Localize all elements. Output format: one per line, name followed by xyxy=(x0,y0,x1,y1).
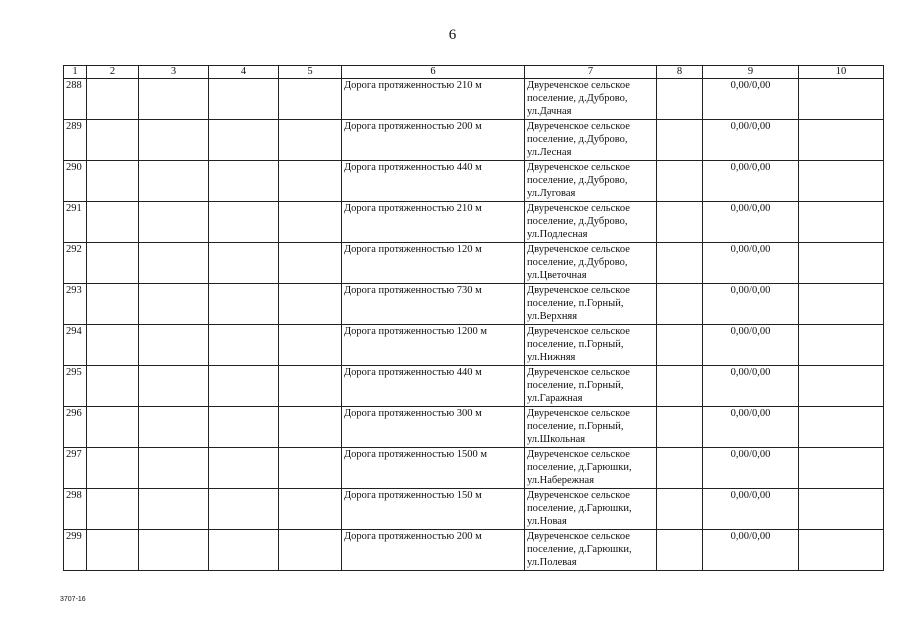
empty-cell xyxy=(87,79,139,120)
empty-cell xyxy=(139,489,209,530)
empty-cell xyxy=(209,530,279,571)
table-row xyxy=(64,284,884,325)
location-line: поселение, п.Горный, xyxy=(527,380,624,391)
row-number-cell: 298 xyxy=(64,489,87,530)
table-row xyxy=(64,489,884,530)
location-line: Двуреченское сельское xyxy=(527,285,630,296)
empty-cell xyxy=(139,366,209,407)
location-line: ул.Луговая xyxy=(527,188,576,199)
empty-cell xyxy=(209,243,279,284)
object-name-cell: Дорога протяженностью 1200 м xyxy=(342,325,525,366)
empty-cell xyxy=(279,202,342,243)
location-line: поселение, д.Дуброво, xyxy=(527,216,628,227)
row-number-cell: 290 xyxy=(64,161,87,202)
location-cell xyxy=(525,530,657,571)
object-name-cell: Дорога протяженностью 120 м xyxy=(342,243,525,284)
column-header: 7 xyxy=(525,66,657,79)
empty-cell xyxy=(657,202,703,243)
row-number-cell: 295 xyxy=(64,366,87,407)
empty-cell xyxy=(799,284,884,325)
table-row xyxy=(64,407,884,448)
empty-cell xyxy=(279,530,342,571)
object-name-cell: Дорога протяженностью 1500 м xyxy=(342,448,525,489)
empty-cell xyxy=(279,407,342,448)
location-line: Двуреченское сельское xyxy=(527,80,630,91)
empty-cell xyxy=(139,325,209,366)
location-line: поселение, д.Дуброво, xyxy=(527,93,628,104)
row-number-cell: 299 xyxy=(64,530,87,571)
location-line: поселение, д.Гарюшки, xyxy=(527,544,632,555)
table-row xyxy=(64,448,884,489)
column-header: 6 xyxy=(342,66,525,79)
column-header: 2 xyxy=(87,66,139,79)
value-cell: 0,00/0,00 xyxy=(703,407,799,448)
value-cell: 0,00/0,00 xyxy=(703,243,799,284)
empty-cell xyxy=(209,366,279,407)
empty-cell xyxy=(87,325,139,366)
location-line: поселение, д.Гарюшки, xyxy=(527,503,632,514)
location-cell xyxy=(525,79,657,120)
object-name-cell: Дорога протяженностью 300 м xyxy=(342,407,525,448)
row-number-cell: 291 xyxy=(64,202,87,243)
empty-cell xyxy=(139,79,209,120)
location-line: Двуреченское сельское xyxy=(527,326,630,337)
location-line: Двуреченское сельское xyxy=(527,203,630,214)
location-line: Двуреченское сельское xyxy=(527,408,630,419)
table-row xyxy=(64,161,884,202)
column-header: 5 xyxy=(279,66,342,79)
table-row xyxy=(64,120,884,161)
empty-cell xyxy=(87,489,139,530)
location-line: Двуреченское сельское xyxy=(527,121,630,132)
empty-cell xyxy=(87,120,139,161)
location-line: ул.Дачная xyxy=(527,106,572,117)
location-line: ул.Верхняя xyxy=(527,311,578,322)
empty-cell xyxy=(279,366,342,407)
value-cell: 0,00/0,00 xyxy=(703,366,799,407)
empty-cell xyxy=(87,284,139,325)
empty-cell xyxy=(279,489,342,530)
location-line: ул.Лесная xyxy=(527,147,572,158)
table-row xyxy=(64,243,884,284)
row-number-cell: 292 xyxy=(64,243,87,284)
empty-cell xyxy=(799,120,884,161)
empty-cell xyxy=(139,407,209,448)
object-name-cell: Дорога протяженностью 210 м xyxy=(342,202,525,243)
location-line: Двуреченское сельское xyxy=(527,162,630,173)
empty-cell xyxy=(279,284,342,325)
empty-cell xyxy=(657,325,703,366)
location-cell xyxy=(525,489,657,530)
table-row xyxy=(64,202,884,243)
empty-cell xyxy=(279,120,342,161)
empty-cell xyxy=(209,448,279,489)
location-line: ул.Полевая xyxy=(527,557,577,568)
empty-cell xyxy=(87,202,139,243)
page-number: 6 xyxy=(448,27,457,43)
location-line: поселение, п.Горный, xyxy=(527,339,624,350)
value-cell: 0,00/0,00 xyxy=(703,325,799,366)
empty-cell xyxy=(799,366,884,407)
empty-cell xyxy=(799,407,884,448)
object-name-cell: Дорога протяженностью 200 м xyxy=(342,120,525,161)
empty-cell xyxy=(139,161,209,202)
location-line: ул.Школьная xyxy=(527,434,586,445)
location-line: Двуреченское сельское xyxy=(527,531,630,542)
empty-cell xyxy=(799,161,884,202)
empty-cell xyxy=(209,79,279,120)
row-number-cell: 294 xyxy=(64,325,87,366)
empty-cell xyxy=(799,448,884,489)
road-registry-table xyxy=(63,65,884,571)
empty-cell xyxy=(139,243,209,284)
value-cell: 0,00/0,00 xyxy=(703,120,799,161)
empty-cell xyxy=(279,243,342,284)
object-name-cell: Дорога протяженностью 210 м xyxy=(342,79,525,120)
empty-cell xyxy=(209,120,279,161)
location-line: ул.Цветочная xyxy=(527,270,587,281)
column-header: 4 xyxy=(209,66,279,79)
location-cell xyxy=(525,407,657,448)
empty-cell xyxy=(657,448,703,489)
location-line: Двуреченское сельское xyxy=(527,449,630,460)
row-number-cell: 288 xyxy=(64,79,87,120)
column-header: 8 xyxy=(657,66,703,79)
empty-cell xyxy=(657,120,703,161)
location-cell xyxy=(525,284,657,325)
row-number-cell: 289 xyxy=(64,120,87,161)
location-line: поселение, д.Гарюшки, xyxy=(527,462,632,473)
location-line: Двуреченское сельское xyxy=(527,244,630,255)
empty-cell xyxy=(139,448,209,489)
empty-cell xyxy=(799,489,884,530)
empty-cell xyxy=(139,202,209,243)
empty-cell xyxy=(279,448,342,489)
empty-cell xyxy=(279,325,342,366)
column-header: 9 xyxy=(703,66,799,79)
empty-cell xyxy=(87,530,139,571)
empty-cell xyxy=(657,161,703,202)
empty-cell xyxy=(87,407,139,448)
column-number-row xyxy=(64,66,884,79)
location-line: ул.Нижняя xyxy=(527,352,576,363)
location-cell xyxy=(525,161,657,202)
empty-cell xyxy=(657,79,703,120)
empty-cell xyxy=(657,366,703,407)
location-line: поселение, д.Дуброво, xyxy=(527,257,628,268)
empty-cell xyxy=(279,161,342,202)
empty-cell xyxy=(657,489,703,530)
empty-cell xyxy=(799,79,884,120)
location-line: поселение, п.Горный, xyxy=(527,421,624,432)
value-cell: 0,00/0,00 xyxy=(703,530,799,571)
empty-cell xyxy=(799,530,884,571)
empty-cell xyxy=(657,284,703,325)
column-header: 1 xyxy=(64,66,87,79)
empty-cell xyxy=(87,366,139,407)
value-cell: 0,00/0,00 xyxy=(703,202,799,243)
object-name-cell: Дорога протяженностью 440 м xyxy=(342,366,525,407)
empty-cell xyxy=(209,325,279,366)
document-code: 3707-16 xyxy=(60,596,86,603)
location-cell xyxy=(525,243,657,284)
location-cell xyxy=(525,202,657,243)
empty-cell xyxy=(657,530,703,571)
location-cell xyxy=(525,448,657,489)
empty-cell xyxy=(657,243,703,284)
location-line: Двуреченское сельское xyxy=(527,490,630,501)
value-cell: 0,00/0,00 xyxy=(703,284,799,325)
location-line: поселение, д.Дуброво, xyxy=(527,134,628,145)
empty-cell xyxy=(139,120,209,161)
location-line: ул.Гаражная xyxy=(527,393,583,404)
value-cell: 0,00/0,00 xyxy=(703,161,799,202)
value-cell: 0,00/0,00 xyxy=(703,448,799,489)
empty-cell xyxy=(209,161,279,202)
location-cell xyxy=(525,325,657,366)
location-line: поселение, п.Горный, xyxy=(527,298,624,309)
value-cell: 0,00/0,00 xyxy=(703,489,799,530)
empty-cell xyxy=(209,407,279,448)
table-row xyxy=(64,325,884,366)
location-line: ул.Новая xyxy=(527,516,567,527)
location-cell xyxy=(525,366,657,407)
location-cell xyxy=(525,120,657,161)
empty-cell xyxy=(139,530,209,571)
table-row xyxy=(64,79,884,120)
location-line: ул.Подлесная xyxy=(527,229,588,240)
empty-cell xyxy=(799,243,884,284)
row-number-cell: 293 xyxy=(64,284,87,325)
empty-cell xyxy=(209,284,279,325)
object-name-cell: Дорога протяженностью 440 м xyxy=(342,161,525,202)
empty-cell xyxy=(87,161,139,202)
location-line: Двуреченское сельское xyxy=(527,367,630,378)
location-line: ул.Набережная xyxy=(527,475,595,486)
table-row xyxy=(64,366,884,407)
column-header: 3 xyxy=(139,66,209,79)
row-number-cell: 296 xyxy=(64,407,87,448)
value-cell: 0,00/0,00 xyxy=(703,79,799,120)
object-name-cell: Дорога протяженностью 730 м xyxy=(342,284,525,325)
empty-cell xyxy=(279,79,342,120)
empty-cell xyxy=(139,284,209,325)
empty-cell xyxy=(209,489,279,530)
location-line: поселение, д.Дуброво, xyxy=(527,175,628,186)
column-header: 10 xyxy=(799,66,884,79)
empty-cell xyxy=(87,448,139,489)
row-number-cell: 297 xyxy=(64,448,87,489)
object-name-cell: Дорога протяженностью 200 м xyxy=(342,530,525,571)
object-name-cell: Дорога протяженностью 150 м xyxy=(342,489,525,530)
empty-cell xyxy=(657,407,703,448)
empty-cell xyxy=(87,243,139,284)
empty-cell xyxy=(799,325,884,366)
table-row xyxy=(64,530,884,571)
empty-cell xyxy=(209,202,279,243)
empty-cell xyxy=(799,202,884,243)
